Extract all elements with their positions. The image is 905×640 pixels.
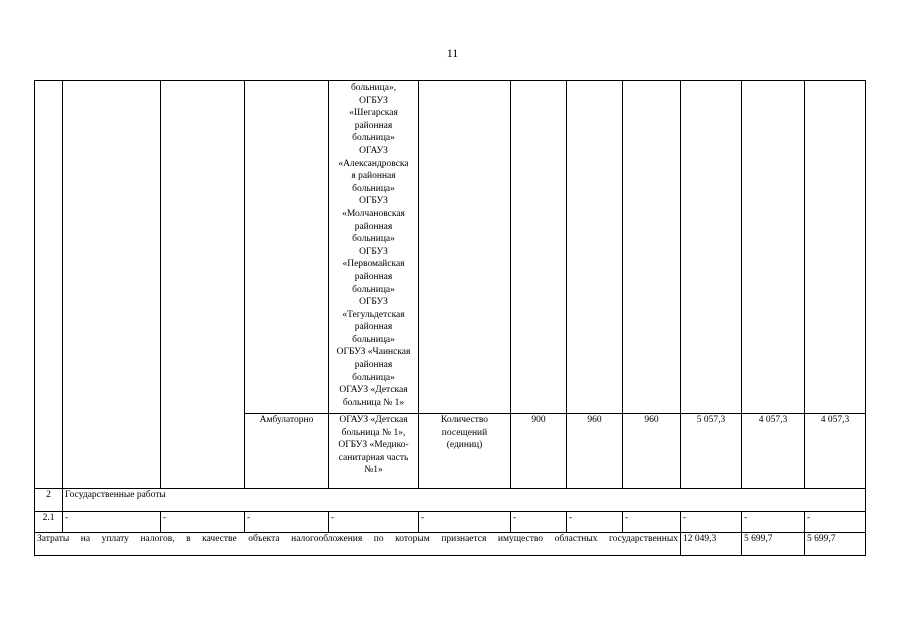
cell-volume-3: 960 <box>623 414 681 489</box>
cell-tax-value-2: 5 699,7 <box>742 533 805 556</box>
cell-indicator <box>419 414 511 489</box>
institutions-text: ОГАУЗ «Детская больница № 1», ОГБУЗ «Медико- санитарная часть №1» <box>338 415 409 476</box>
cell-volume-1: 900 <box>511 414 567 489</box>
cell-row-number: 2.1 <box>35 512 63 533</box>
cell-dash: - <box>567 512 623 533</box>
cell-condition: Амбулаторно <box>245 414 329 489</box>
cell-dash: - <box>329 512 419 533</box>
cell-cost-1: 5 057,3 <box>681 414 742 489</box>
cell-institutions-list <box>329 81 419 414</box>
table-row-2-1 <box>35 512 866 533</box>
table-row-tax-costs <box>35 533 866 556</box>
cell-service-empty <box>63 81 161 489</box>
cell-dash: - <box>742 512 805 533</box>
cell-volume-2: 960 <box>567 414 623 489</box>
cell-empty <box>567 81 623 414</box>
cell-dash: - <box>805 512 866 533</box>
cell-cost-2: 4 057,3 <box>742 414 805 489</box>
cell-empty <box>742 81 805 414</box>
cell-dash: - <box>63 512 161 533</box>
cell-number-empty <box>35 81 63 489</box>
table-row-institutions-continued <box>35 81 866 414</box>
cell-section-title: Государственные работы <box>63 489 866 512</box>
cell-condition-empty <box>245 81 329 414</box>
cell-dash: - <box>245 512 329 533</box>
cell-dash: - <box>161 512 245 533</box>
cell-indicator-empty <box>419 81 511 414</box>
cell-dash: - <box>623 512 681 533</box>
cell-cost-3: 4 057,3 <box>805 414 866 489</box>
page-number: 11 <box>446 46 459 60</box>
cell-empty <box>511 81 567 414</box>
cell-section-number: 2 <box>35 489 63 512</box>
cell-dash: - <box>511 512 567 533</box>
cell-dash: - <box>681 512 742 533</box>
cell-empty <box>805 81 866 414</box>
cell-empty <box>681 81 742 414</box>
cell-dash: - <box>419 512 511 533</box>
cell-institutions <box>329 414 419 489</box>
cell-tax-value-3: 5 699,7 <box>805 533 866 556</box>
cell-category-empty <box>161 81 245 489</box>
budget-table <box>34 80 866 556</box>
table-row-section-2 <box>35 489 866 512</box>
cell-tax-description: Затраты на уплату налогов, в качестве объекта налогообложения по которым признается имущество областных государственных <box>35 533 681 556</box>
indicator-text: Количество посещений (единиц) <box>440 415 489 451</box>
cell-tax-value-1: 12 049,3 <box>681 533 742 556</box>
cell-empty <box>623 81 681 414</box>
institutions-list-text: больница», ОГБУЗ «Шегарская районная больница» ОГАУЗ «Александровска я районная больница» ОГБУЗ «Молчановская районная больница» ОГБУЗ «Первомайская районная больница» ОГБУЗ «Тегульдетская районная больница» ОГБУЗ «Чаинская районная больница» ОГАУЗ «Детская больница № 1» <box>336 83 411 408</box>
